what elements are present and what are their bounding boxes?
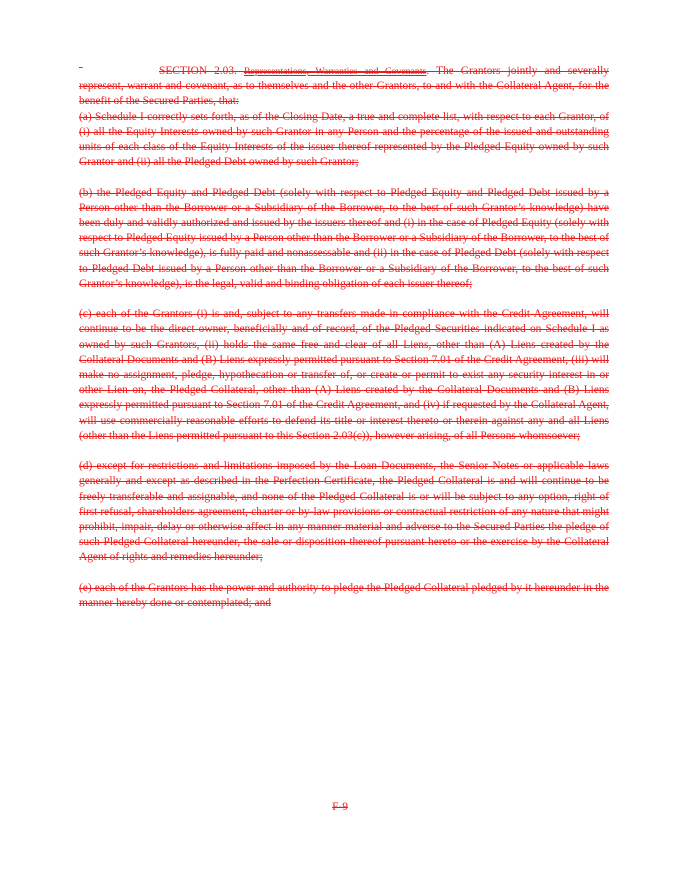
paragraph-e: (e) each of the Grantors has the power and authority to pledge the Pledged Collateral pledged by it hereunder in the manner hereby done or contemplated; and — [79, 581, 609, 610]
section-caption: Representations, Warranties and Covenants — [243, 66, 427, 77]
paragraph-d: (d) except for restrictions and limitations imposed by the Loan Documents, the Senior Notes or applicable laws generally and except as described in the Perfection Certificate, the Pledged Collateral is and will continue to be freely transferable and assignable, and none of the Pledged Collateral is or will be subject to any option, right of first refusal, shareholders agreement, charter or by-law provisions or contractual restriction of any nature that might prohibit, impair, delay or otherwise affect in any manner material and adverse to the Secured Parties the pledge of such Pledged Collateral hereunder, the sale or disposition thereof pursuant hereto or the exercise by the Collateral Agent of rights and remedies hereunder; — [79, 460, 609, 564]
section-body — [79, 64, 609, 611]
paragraph-b: (b) the Pledged Equity and Pledged Debt (solely with respect to Pledged Equity and Pledged Debt issued by a Person other than the Borrower or a Subsidiary of the Borrower, to the best of such Grantor’s knowledge) have been duly and validly authorized and issued by the issuers thereof and (i) in the case of Pledged Equity (solely with respect to Pledged Equity issued by a Person other than the Borrower or a Subsidiary of the Borrower, to the best of such Grantor’s knowledge), is fully paid and nonassessable and (ii) in the case of Pledged Debt (solely with respect to Pledged Debt issued by a Person other than the Borrower or a Subsidiary of the Borrower, to the best of such Grantor’s knowledge), is the legal, valid and binding obligation of each issuer thereof; — [79, 186, 609, 290]
section-number: SECTION 2.03. — [159, 65, 237, 77]
deletion-marker: - — [79, 61, 83, 73]
section-intro: . The Grantors jointly and severally represent, warrant and covenant, as to themselves and the other Grantors, to and with the Collateral Agent, for the benefit of the Secured Parties, that: — [79, 65, 609, 108]
paragraph-c: (c) each of the Grantors (i) is and, subject to any transfers made in compliance with the Credit Agreement, will continue to be the direct owner, beneficially and of record, of the Pledged Securities indicated on Schedule I as owned by such Grantors, (ii) holds the same free and clear of all Liens, other than (A) Liens created by the Collateral Documents and (B) Liens expressly permitted pursuant to Section 7.01 of the Credit Agreement, (iii) will make no assignment, pledge, hypothecation or transfer of, or create or permit to exist any security interest in or other Lien on, the Pledged Collateral, other than (A) Liens created by the Collateral Documents and (B) Liens expressly permitted pursuant to Section 7.01 of the Credit Agreement, and (iv) if requested by the Collateral Agent, will use commercially reasonable efforts to defend its title or interest thereto or therein against any and all Liens (other than the Liens permitted pursuant to this Section 2.03(c)), however arising, of all Persons whomsoever; — [79, 308, 609, 442]
page-number: F-9 — [332, 801, 348, 813]
paragraph-a: (a) Schedule I correctly sets forth, as of the Closing Date, a true and complete list, with respect to each Grantor, of (i) all the Equity Interests owned by such Grantor in any Person and the percentage of the issued and outstanding units of each class of the Equity Interests of the issuer thereof represented by the Pledged Equity owned by such Grantor and (ii) all the Pledged Debt owned by such Grantor; — [79, 110, 609, 169]
section-heading-paragraph — [79, 64, 609, 110]
